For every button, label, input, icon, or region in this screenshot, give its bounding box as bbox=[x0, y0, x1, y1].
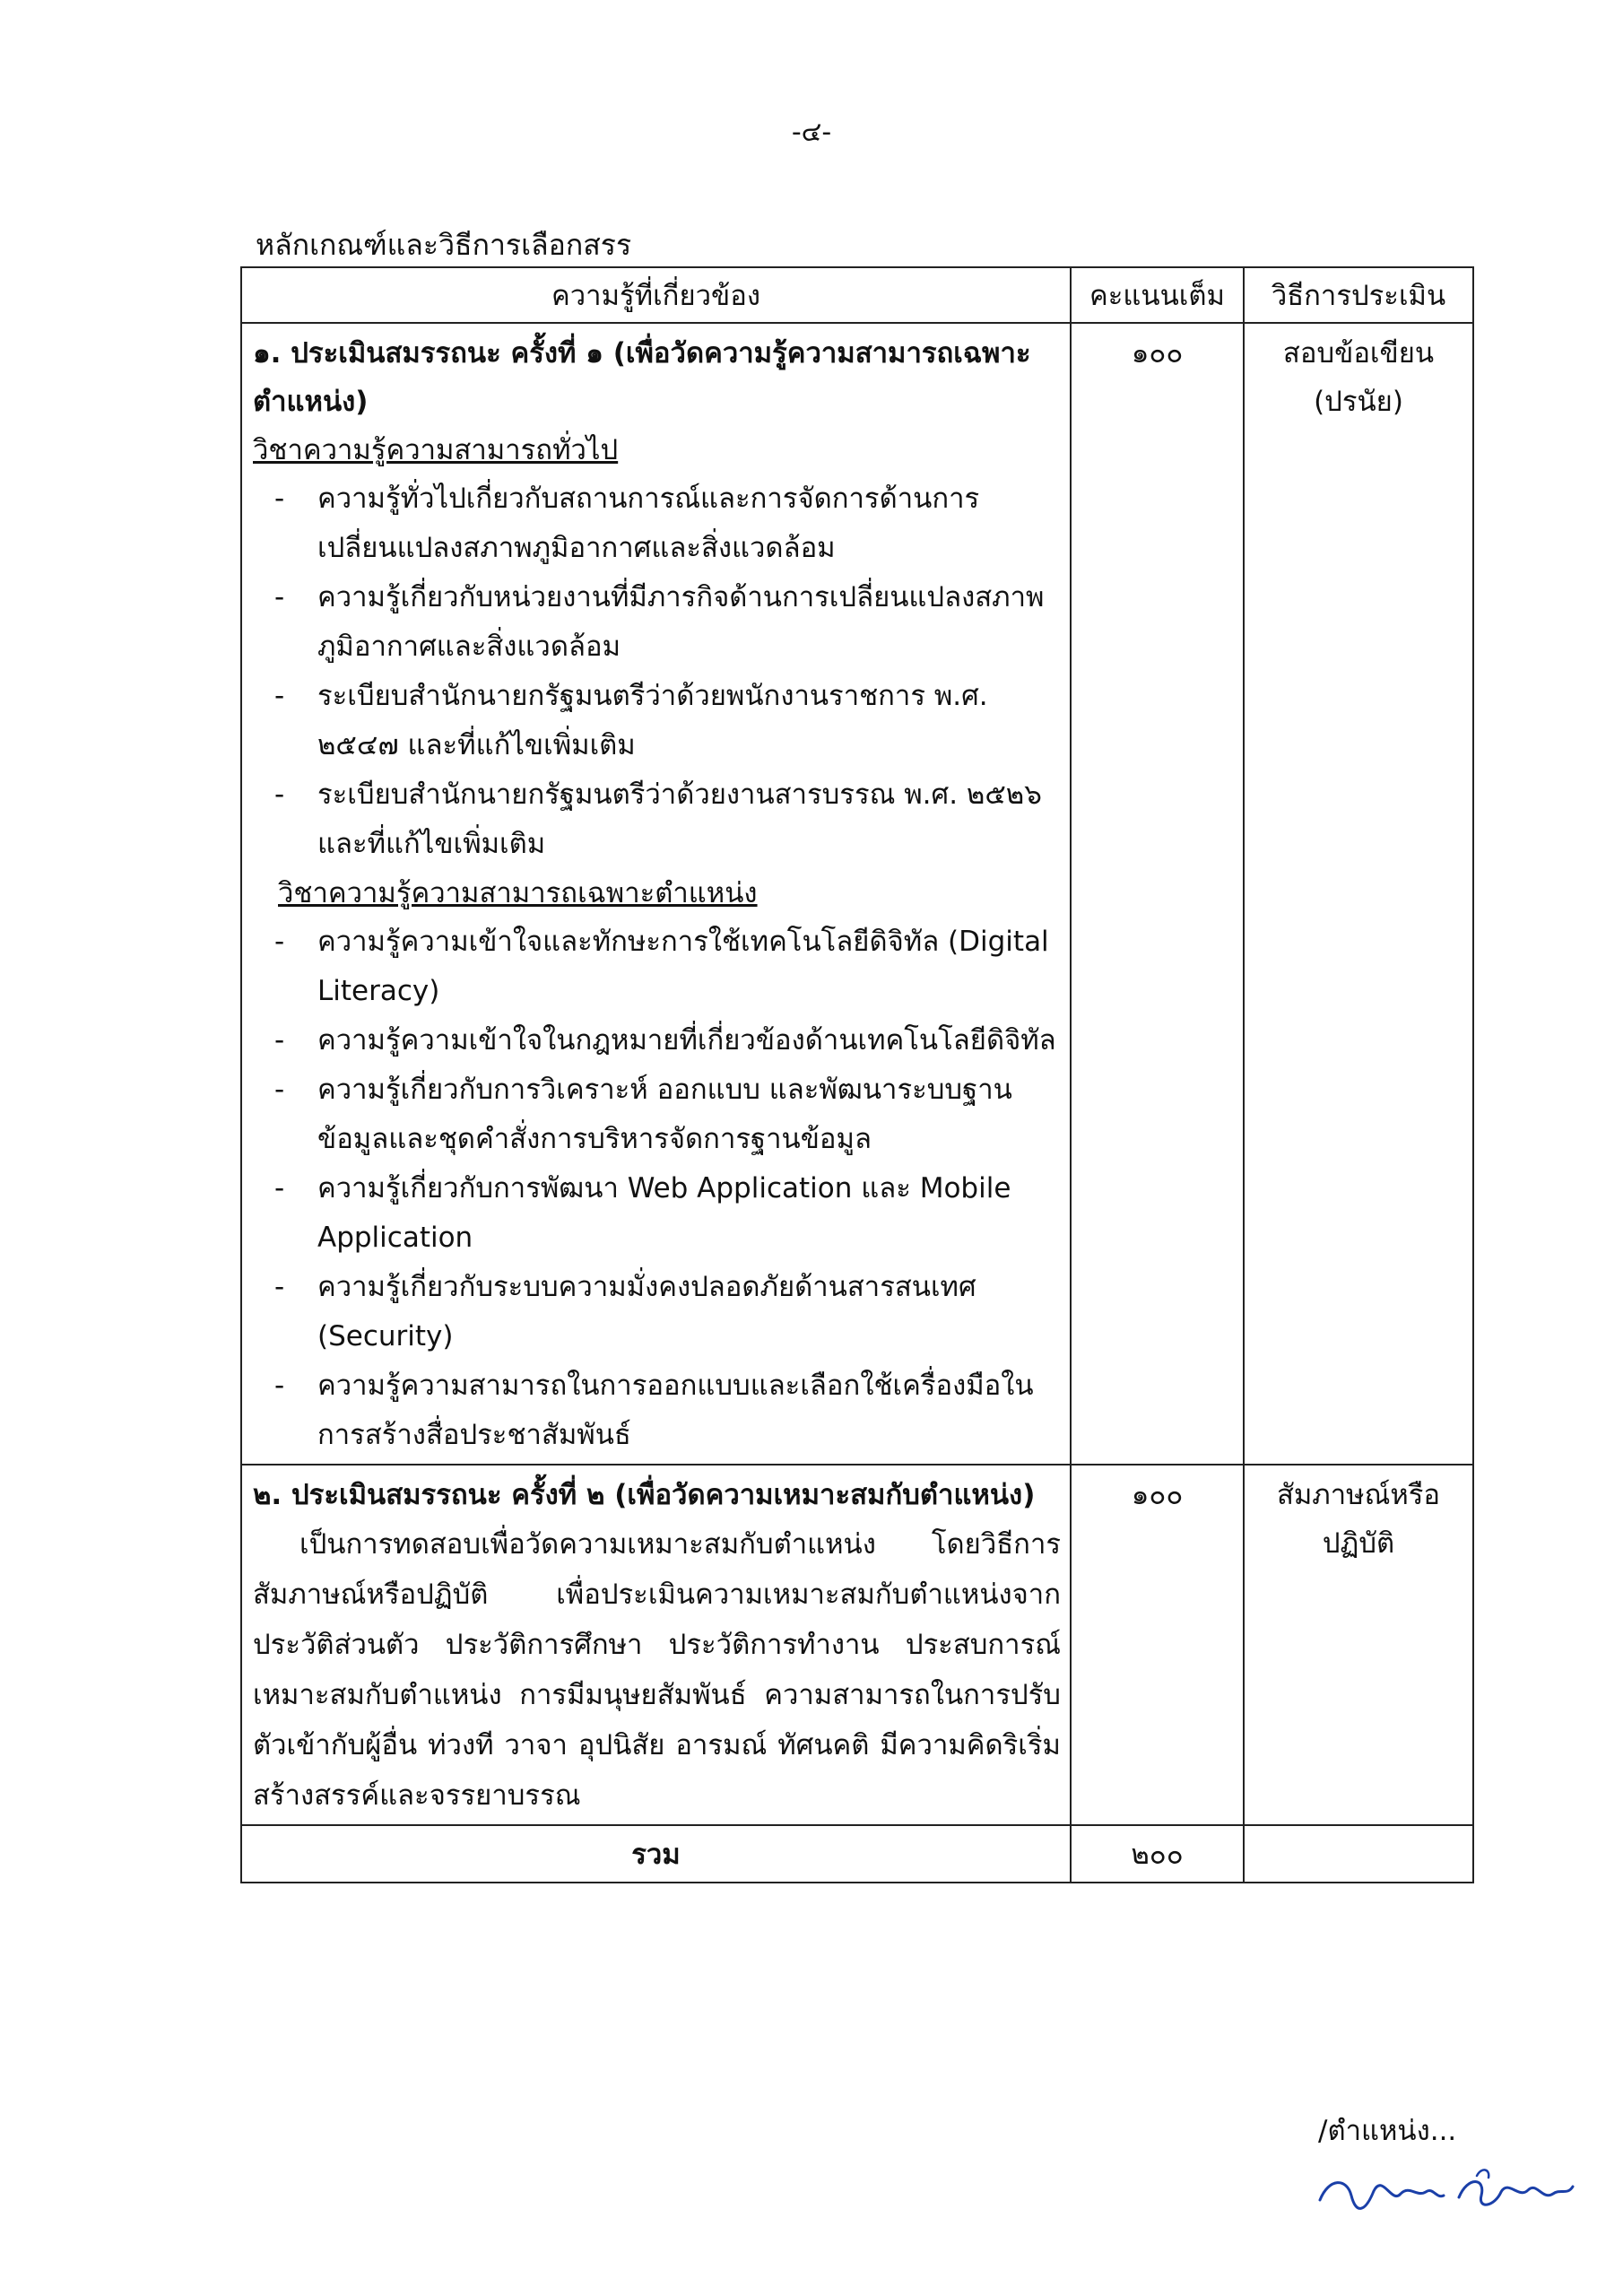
list-item: - ความรู้ทั่วไปเกี่ยวกับสถานการณ์และการจัดการด้านการเปลี่ยนแปลงสภาพภูมิอากาศและสิ่งแวดล้อม bbox=[253, 474, 1061, 573]
section2-description: เป็นการทดสอบเพื่อวัดความเหมาะสมกับตำแหน่ง โดยวิธีการสัมภาษณ์หรือปฏิบัติ เพื่อประเมินความเหมาะสมกับตำแหน่งจากประวัติส่วนตัว ประวัติการศึกษา ประวัติการทำงาน ประสบการณ์เหมาะสมกับตำแหน่ง การมีมนุษยสัมพันธ์ ความสามารถในการปรับตัวเข้ากับผู้อื่น ท่วงที วาจา อุปนิสัย อารมณ์ ทัศนคติ มีความคิดริเริ่มสร้างสรรค์และจรรยาบรรณ bbox=[253, 1528, 1061, 1812]
page-heading: หลักเกณฑ์และวิธีการเลือกสรร bbox=[256, 228, 632, 262]
section1-method-line2: (ปรนัย) bbox=[1314, 386, 1403, 418]
section2-row bbox=[241, 1465, 1473, 1825]
section1-score-cell bbox=[1071, 323, 1244, 1465]
continuation-text: /ตำแหน่ง... bbox=[1318, 2115, 1457, 2147]
list-item: - ความรู้ความเข้าใจในกฎหมายที่เกี่ยวข้องด้านเทคโนโลยีดิจิทัล bbox=[253, 1016, 1061, 1065]
section1-knowledge-cell bbox=[241, 323, 1071, 1465]
section2-knowledge-cell bbox=[241, 1465, 1071, 1825]
section2-method-line1: สัมภาษณ์หรือ bbox=[1276, 1479, 1441, 1511]
section1-title: ๑. ประเมินสมรรถนะ ครั้งที่ ๑ (เพื่อวัดความรู้ความสามารถเฉพาะตำแหน่ง) bbox=[253, 337, 1031, 418]
list-item: - ความรู้เกี่ยวกับการวิเคราะห์ ออกแบบ และพัฒนาระบบฐานข้อมูลและชุดคำสั่งการบริหารจัดการฐานข้อมูล bbox=[253, 1065, 1061, 1164]
list-item: - ระเบียบสำนักนายกรัฐมนตรีว่าด้วยงานสารบรรณ พ.ศ. ๒๕๒๖ และที่แก้ไขเพิ่มเติม bbox=[253, 770, 1061, 869]
specific-items-list bbox=[253, 918, 1061, 1460]
total-score: ๒๐๐ bbox=[1071, 1825, 1244, 1883]
section2-title: ๒. ประเมินสมรรถนะ ครั้งที่ ๒ (เพื่อวัดความเหมาะสมกับตำแหน่ง) bbox=[253, 1479, 1036, 1511]
section1-score: ๑๐๐ bbox=[1131, 337, 1184, 370]
total-label: รวม bbox=[241, 1825, 1071, 1883]
total-row bbox=[241, 1825, 1473, 1883]
header-method: วิธีการประเมิน bbox=[1244, 267, 1473, 323]
section1-method-cell bbox=[1244, 323, 1473, 1465]
list-item: - ความรู้เกี่ยวกับระบบความมั่งคงปลอดภัยด้านสารสนเทศ (Security) bbox=[253, 1263, 1061, 1361]
list-item: - ความรู้เกี่ยวกับการพัฒนา Web Application และ Mobile Application bbox=[253, 1164, 1061, 1263]
section1-row bbox=[241, 323, 1473, 1465]
general-items-list bbox=[253, 474, 1061, 869]
total-method-empty bbox=[1244, 1825, 1473, 1883]
general-subject-title: วิชาความรู้ความสามารถทั่วไป bbox=[253, 434, 619, 466]
header-knowledge: ความรู้ที่เกี่ยวข้อง bbox=[241, 267, 1071, 323]
list-item: - ความรู้ความสามารถในการออกแบบและเลือกใช้เครื่องมือในการสร้างสื่อประชาสัมพันธ์ bbox=[253, 1361, 1061, 1460]
list-item: - ความรู้ความเข้าใจและทักษะการใช้เทคโนโลยีดิจิทัล (Digital Literacy) bbox=[253, 918, 1061, 1016]
list-item: - ความรู้เกี่ยวกับหน่วยงานที่มีภารกิจด้านการเปลี่ยนแปลงสภาพภูมิอากาศและสิ่งแวดล้อม bbox=[253, 573, 1061, 672]
header-score: คะแนนเต็ม bbox=[1071, 267, 1244, 323]
table-header-row bbox=[241, 267, 1473, 323]
section2-score: ๑๐๐ bbox=[1131, 1479, 1184, 1511]
page-number: -๔- bbox=[791, 117, 832, 148]
signature-image bbox=[1311, 2160, 1580, 2222]
specific-subject-title: วิชาความรู้ความสามารถเฉพาะตำแหน่ง bbox=[278, 877, 758, 909]
section2-method-cell bbox=[1244, 1465, 1473, 1825]
list-item: - ระเบียบสำนักนายกรัฐมนตรีว่าด้วยพนักงานราชการ พ.ศ. ๒๕๔๗ และที่แก้ไขเพิ่มเติม bbox=[253, 672, 1061, 770]
section2-method-line2: ปฏิบัติ bbox=[1322, 1527, 1395, 1560]
section2-score-cell bbox=[1071, 1465, 1244, 1825]
section1-method-line1: สอบข้อเขียน bbox=[1282, 337, 1435, 370]
criteria-table bbox=[240, 266, 1474, 1883]
